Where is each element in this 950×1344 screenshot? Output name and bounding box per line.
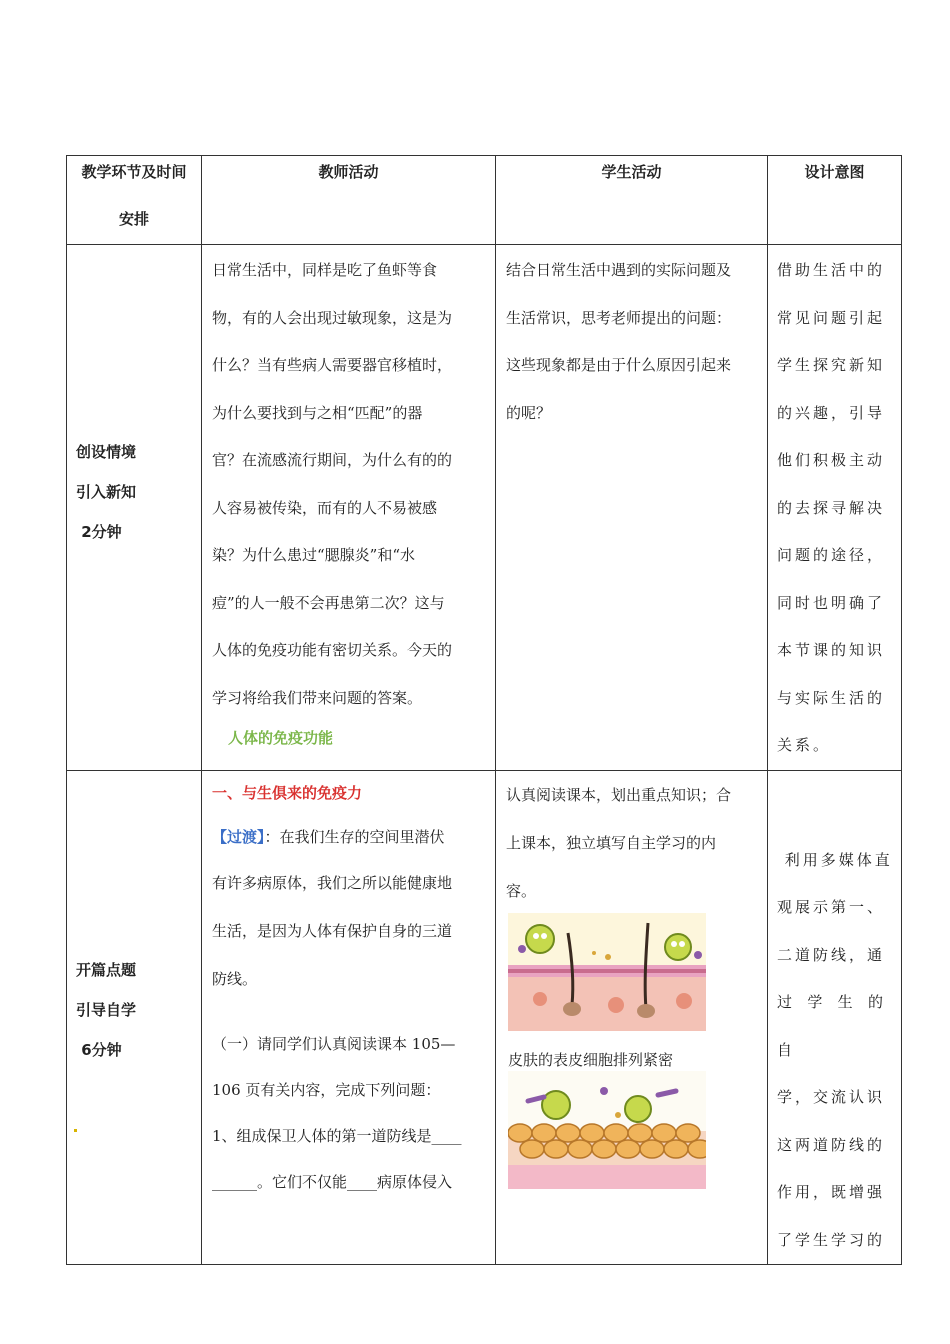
text-line: 有许多病原体，我们之所以能健康地 — [212, 873, 453, 892]
text-line: 物，有的人会出现过敏现象，这是为 — [212, 308, 453, 327]
text-line: 日常生活中，同样是吃了鱼虾等食 — [212, 261, 438, 279]
teacher-cell-self-study — [202, 770, 496, 1265]
text-line: 防线。 — [212, 969, 258, 988]
row-self-study — [67, 770, 902, 1265]
text-line: 常见问题引起 — [777, 308, 886, 327]
text-line: 本节课的知识 — [777, 641, 886, 659]
text-line: 利用多媒体直 — [777, 850, 893, 869]
student-text — [496, 771, 767, 915]
text-line: 生活常识，思考老师提出的问题： — [506, 308, 732, 327]
task-line: ______。它们不仅能____病原体侵入 — [212, 1172, 453, 1191]
task-line: 1、组成保卫人体的第一道防线是____ — [212, 1126, 462, 1145]
text-line: 什么？当有些病人需要器官移植时， — [212, 356, 453, 374]
section-title: 一、与生俱来的免疫力 — [212, 783, 363, 802]
skin-hair-illustration — [508, 913, 706, 1031]
student-cell-intro — [496, 245, 768, 771]
text-line: 作用，既增强 — [777, 1183, 886, 1201]
text-line: 了学生学习的 — [777, 1230, 886, 1249]
skin-cells-illustration — [508, 1071, 706, 1189]
header-teacher — [202, 156, 496, 245]
text-line: 为什么要找到与之相“匹配”的器 — [212, 403, 423, 422]
transition-paragraph — [212, 815, 487, 859]
text-line: 生活，是因为人体有保护自身的三道 — [212, 921, 453, 940]
text-line: 官？在流感流行期间，为什么有的的 — [212, 451, 453, 469]
header-student — [496, 156, 768, 245]
transition-label: 【过渡】 — [212, 827, 265, 846]
text-line: 认真阅读课本，划出重点知识；合 — [506, 785, 732, 804]
header-student-label: 学生活动 — [601, 163, 662, 181]
stage-time: 2分钟 — [76, 523, 122, 542]
text-line: 的去探寻解决 — [777, 498, 886, 517]
image-caption: 皮肤的表皮细胞排列紧密 — [508, 1050, 674, 1069]
header-stage-line1: 教学环节及时间 — [81, 163, 187, 181]
skin-cells-icon — [508, 1071, 706, 1189]
text-line: 借助生活中的 — [777, 261, 886, 279]
stage-label: 创设情境 — [76, 443, 137, 462]
text-line: 这两道防线的 — [777, 1135, 886, 1154]
text-line: 与实际生活的 — [777, 688, 886, 707]
text-line: 他们积极主动 — [777, 451, 886, 469]
skin-hair-icon — [508, 913, 706, 1031]
intent-text — [768, 771, 901, 1265]
marker-dot — [74, 1129, 77, 1132]
text-line: 结合日常生活中遇到的实际问题及 — [506, 261, 732, 279]
teacher-text — [202, 245, 495, 722]
stage-label: 引入新知 — [76, 483, 137, 502]
student-text — [496, 245, 767, 437]
stage-cell-self-study — [67, 770, 202, 1265]
text-line: 问题的途径， — [777, 546, 886, 564]
stage-label: 开篇点题 — [76, 961, 137, 980]
text-line: 这些现象都是由于什么原因引起来 — [506, 356, 732, 374]
text-line: 染？为什么患过“腮腺炎”和“水 — [212, 546, 416, 564]
text-line: 学生探究新知 — [777, 356, 886, 374]
text-line: 人体的免疫功能有密切关系。今天的 — [212, 641, 453, 659]
teacher-text — [202, 771, 495, 1205]
teacher-cell-intro — [202, 245, 496, 771]
text-line: 容。 — [506, 881, 537, 900]
text-line: 观展示第一、 — [777, 898, 886, 916]
student-cell-self-study — [496, 770, 768, 1265]
header-stage-line2: 安排 — [118, 210, 149, 228]
text-line: 在我们生存的空间里潜伏 — [279, 827, 445, 846]
transition-sep: ： — [264, 827, 280, 846]
row-intro — [67, 245, 902, 771]
text-line: 上课本，独立填写自主学习的内 — [506, 833, 717, 852]
intent-text — [768, 245, 901, 770]
header-row — [67, 156, 902, 245]
text-line: 学，交流认识 — [777, 1088, 886, 1106]
task-line: 106 页有关内容，完成下列问题： — [212, 1080, 441, 1099]
text-line: 二道防线，通 — [777, 945, 886, 964]
text-line: 痘”的人一般不会再患第二次？这与 — [212, 593, 445, 612]
task-line: （一）请同学们认真阅读课本 105— — [212, 1034, 456, 1053]
stage-label: 引导自学 — [76, 1001, 137, 1020]
text-line: 的兴趣，引导 — [777, 403, 886, 422]
lesson-plan-table — [66, 155, 902, 1265]
text-line: 过学生的自 — [777, 993, 893, 1059]
intent-cell-self-study — [768, 770, 902, 1265]
intent-cell-intro — [768, 245, 902, 771]
stage-cell-intro — [67, 245, 202, 771]
header-intent — [768, 156, 902, 245]
header-teacher-label: 教师活动 — [318, 163, 379, 181]
header-intent-label: 设计意图 — [804, 163, 865, 181]
stage-time: 6分钟 — [76, 1041, 122, 1060]
lesson-title: 人体的免疫功能 — [228, 729, 334, 747]
text-line: 同时也明确了 — [777, 593, 886, 612]
header-stage — [67, 156, 202, 245]
text-line: 关系。 — [777, 736, 832, 754]
text-line: 的呢？ — [506, 403, 552, 422]
text-line: 人容易被传染，而有的人不易被感 — [212, 498, 438, 517]
text-line: 学习将给我们带来问题的答案。 — [212, 688, 423, 707]
